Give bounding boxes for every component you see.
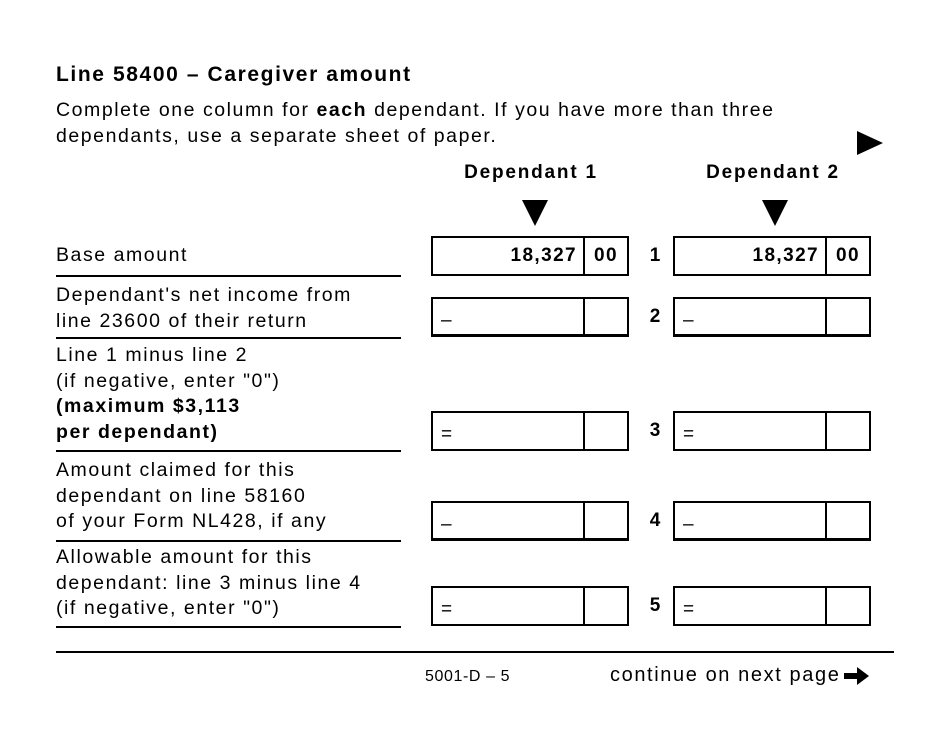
column-heading-dependant-2: Dependant 2 <box>706 162 840 183</box>
line-2-dependant-2-field[interactable] <box>673 297 871 337</box>
line-4-dependant-2-field[interactable] <box>673 501 871 541</box>
footer-divider <box>56 651 894 653</box>
line-3-dependant-1-field[interactable] <box>431 411 629 451</box>
minus-operator: – <box>683 309 695 331</box>
line-5-label: Allowable amount for this dependant: line 3 minus line 4 (if negative, enter "0") <box>56 545 401 628</box>
line-3-label: Line 1 minus line 2 (if negative, enter "0") (maximum $3,113 per dependant) <box>56 343 401 452</box>
line-3-dependant-1-cents[interactable] <box>585 413 627 449</box>
line-4-dependant-2-dollars[interactable] <box>675 503 827 538</box>
section-instructions <box>56 97 775 149</box>
line-5-dependant-2-dollars[interactable] <box>675 588 827 624</box>
section-title: Line 58400 – Caregiver amount <box>56 63 412 86</box>
line-2-dependant-1-field[interactable] <box>431 297 629 337</box>
line-5-dependant-2-field[interactable] <box>673 586 871 626</box>
triangle-right-icon <box>857 131 883 155</box>
arrow-right-icon <box>844 666 870 686</box>
equals-operator: = <box>441 424 454 445</box>
line-2-label: Dependant's net income from line 23600 of their return <box>56 283 401 339</box>
equals-operator: = <box>441 599 454 620</box>
triangle-down-icon <box>762 200 788 226</box>
line-5-dependant-1-dollars[interactable] <box>433 588 585 624</box>
line-5-dependant-1-cents[interactable] <box>585 588 627 624</box>
line-3-dependant-2-field[interactable] <box>673 411 871 451</box>
page-number: 5001-D – 5 <box>425 668 511 685</box>
line-3-dependant-2-cents[interactable] <box>827 413 869 449</box>
minus-operator: – <box>683 513 695 535</box>
minus-operator: – <box>441 513 453 535</box>
line-1-dependant-2-dollars[interactable]: 18,327 <box>675 238 827 274</box>
line-2-dependant-2-dollars[interactable] <box>675 299 827 334</box>
line-number-3: 3 <box>649 420 661 441</box>
column-heading-dependant-1: Dependant 1 <box>464 162 598 183</box>
equals-operator: = <box>683 599 696 620</box>
triangle-down-icon <box>522 200 548 226</box>
line-5-dependant-1-field[interactable] <box>431 586 629 626</box>
instructions-line-2: dependants, use a separate sheet of paper. <box>56 125 498 147</box>
line-1-dependant-1-cents[interactable]: 00 <box>594 245 618 266</box>
line-4-dependant-2-cents[interactable] <box>827 503 869 538</box>
line-1-dependant-2-cents[interactable]: 00 <box>836 245 860 266</box>
line-4-dependant-1-dollars[interactable] <box>433 503 585 538</box>
line-number-5: 5 <box>649 595 661 616</box>
line-1-dependant-2-field[interactable] <box>673 236 871 276</box>
line-2-dependant-1-cents[interactable] <box>585 299 627 334</box>
line-1-label: Base amount <box>56 243 401 277</box>
line-5-dependant-2-cents[interactable] <box>827 588 869 624</box>
line-4-dependant-1-cents[interactable] <box>585 503 627 538</box>
line-4-dependant-1-field[interactable] <box>431 501 629 541</box>
line-2-dependant-1-dollars[interactable] <box>433 299 585 334</box>
line-number-1: 1 <box>649 245 661 266</box>
continue-on-next-page <box>610 664 870 687</box>
continue-text: continue on next page <box>610 664 841 686</box>
line-1-dependant-1-dollars[interactable]: 18,327 <box>433 238 585 274</box>
line-1-dependant-1-field[interactable] <box>431 236 629 276</box>
line-3-dependant-1-dollars[interactable] <box>433 413 585 449</box>
line-4-label: Amount claimed for this dependant on line 58160 of your Form NL428, if any <box>56 458 401 542</box>
equals-operator: = <box>683 424 696 445</box>
line-number-2: 2 <box>649 306 661 327</box>
line-2-dependant-2-cents[interactable] <box>827 299 869 334</box>
line-3-dependant-2-dollars[interactable] <box>675 413 827 449</box>
minus-operator: – <box>441 309 453 331</box>
line-number-4: 4 <box>649 510 661 531</box>
instructions-line-1: Complete one column for each dependant. If you have more than three <box>56 99 775 121</box>
